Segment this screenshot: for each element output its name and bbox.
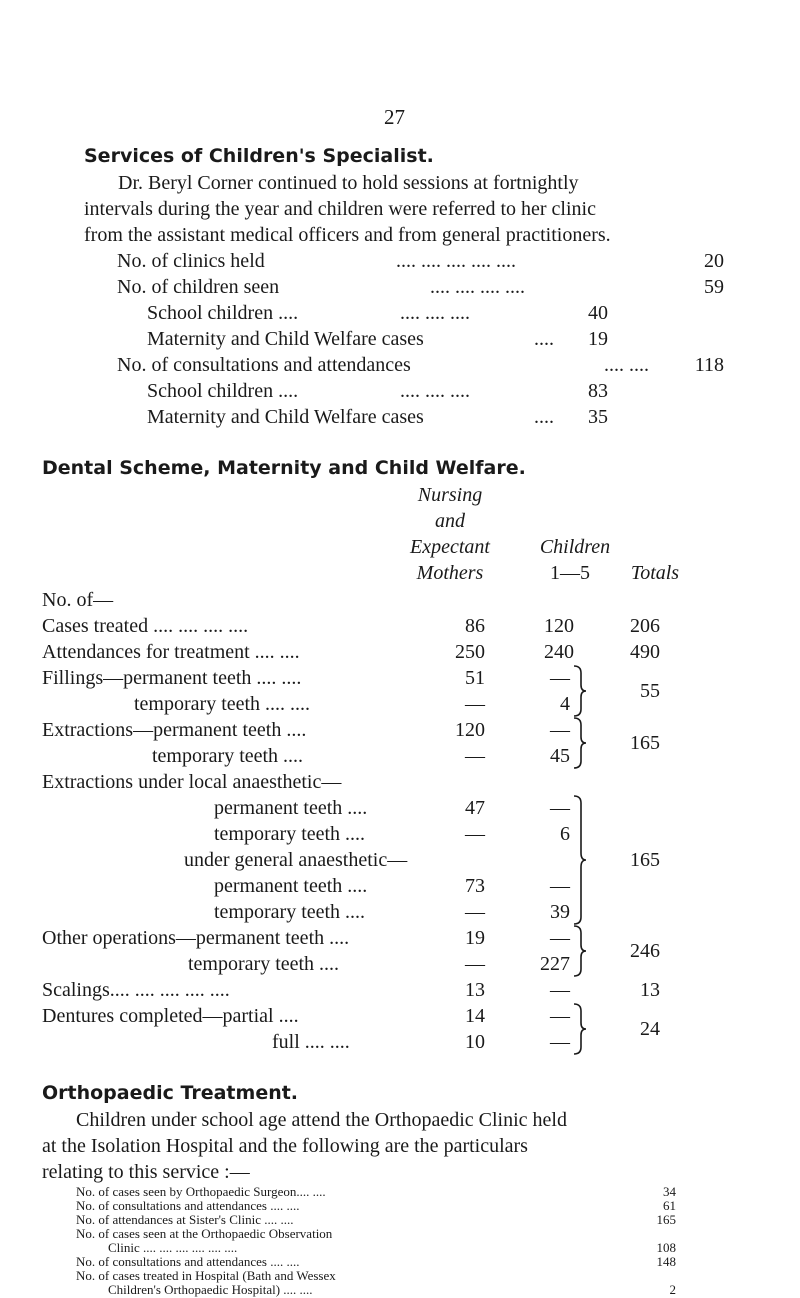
dental-total-value: 206	[630, 615, 660, 637]
dental-children-value: —	[550, 719, 570, 741]
specialist-heading: Services of Children's Specialist.	[84, 145, 434, 167]
dental-mothers-value: —	[465, 953, 485, 975]
dental-children-value: —	[550, 1005, 570, 1027]
group-total: 55	[640, 680, 660, 702]
dental-total-value: 13	[640, 979, 660, 1001]
dental-row-label: Extractions—permanent teeth ....	[42, 719, 307, 741]
leader-dots: .... ....	[604, 354, 649, 376]
dental-children-value: —	[550, 875, 570, 897]
group-brace	[572, 793, 588, 927]
dental-mothers-value: 19	[465, 927, 485, 949]
specialist-row-total: 118	[694, 354, 724, 376]
ortho-row-value: 34	[663, 1184, 676, 1199]
dental-children-value: 240	[544, 641, 574, 663]
dental-mothers-value: 51	[465, 667, 485, 689]
group-brace	[572, 923, 588, 979]
specialist-row-sub: 35	[588, 406, 608, 428]
dental-mothers-value: 10	[465, 1031, 485, 1053]
dental-children-value: —	[550, 927, 570, 949]
dental-row-label: Dentures completed—partial ....	[42, 1005, 299, 1027]
ortho-row-label: No. of cases seen by Orthopaedic Surgeon.... ....	[76, 1184, 326, 1199]
dental-row-label: Other operations—permanent teeth ....	[42, 927, 350, 949]
specialist-row-label: School children ....	[147, 302, 299, 324]
specialist-row-total: 59	[704, 276, 724, 298]
ortho-row-label: No. of consultations and attendances .... ....	[76, 1254, 300, 1269]
group-total: 24	[640, 1018, 660, 1040]
dental-row-label: temporary teeth ....	[152, 745, 304, 767]
dental-row-label: temporary teeth .... ....	[134, 693, 311, 715]
dental-mothers-value: 120	[455, 719, 485, 741]
ortho-row-value: 2	[669, 1282, 676, 1297]
specialist-para-line: intervals during the year and children were referred to her clinic	[84, 198, 596, 220]
leader-dots: .... .... .... .... ....	[396, 250, 516, 272]
ortho-row-label: No. of attendances at Sister's Clinic .... ....	[76, 1212, 294, 1227]
ortho-row-value: 165	[656, 1212, 676, 1227]
ortho-para-line: Children under school age attend the Orthopaedic Clinic held	[76, 1109, 567, 1131]
specialist-para-line: Dr. Beryl Corner continued to hold sessions at fortnightly	[118, 172, 579, 194]
dental-children-value: 227	[540, 953, 570, 975]
specialist-row-total: 20	[704, 250, 724, 272]
dental-children-value: 120	[544, 615, 574, 637]
dental-row-label: permanent teeth ....	[214, 797, 368, 819]
ortho-row-value: 108	[656, 1240, 676, 1255]
dental-mothers-value: 86	[465, 615, 485, 637]
group-brace	[572, 1001, 588, 1057]
dental-children-value: —	[550, 667, 570, 689]
ortho-row-value: 61	[663, 1198, 676, 1213]
ortho-row-label: Clinic .... .... .... .... .... ....	[108, 1240, 238, 1255]
dental-children-value: 39	[550, 901, 570, 923]
dental-mothers-value: —	[465, 823, 485, 845]
dental-row-label: permanent teeth ....	[214, 875, 368, 897]
specialist-row-label: Maternity and Child Welfare cases	[147, 406, 424, 428]
dental-children-value: —	[550, 1031, 570, 1053]
group-total: 165	[630, 849, 660, 871]
leader-dots: .... .... ....	[400, 302, 470, 324]
specialist-row-sub: 40	[588, 302, 608, 324]
dental-mothers-value: —	[465, 693, 485, 715]
dental-mothers-value: 73	[465, 875, 485, 897]
leader-dots: .... .... .... ....	[430, 276, 525, 298]
specialist-row-sub: 83	[588, 380, 608, 402]
dental-col-mothers-line: Nursing	[417, 484, 483, 506]
dental-children-value: 4	[560, 693, 570, 715]
dental-row-label: Fillings—permanent teeth .... ....	[42, 667, 302, 689]
ortho-para-line: at the Isolation Hospital and the following are the particulars	[42, 1135, 528, 1157]
ortho-para-line: relating to this service :—	[42, 1161, 250, 1183]
specialist-row-label: No. of consultations and attendances	[117, 354, 411, 376]
dental-children-value: 45	[550, 745, 570, 767]
dental-row-label: Scalings.... .... .... .... ....	[42, 979, 230, 1001]
dental-row-label: temporary teeth ....	[214, 901, 366, 923]
leader-dots: ....	[534, 406, 554, 428]
dental-children-value: 6	[560, 823, 570, 845]
group-total: 246	[630, 940, 660, 962]
dental-col-totals: Totals	[630, 562, 680, 584]
dental-col-children-title: Children	[539, 536, 611, 558]
dental-mothers-value: 13	[465, 979, 485, 1001]
specialist-row-label: No. of clinics held	[117, 250, 265, 272]
dental-row-label: temporary teeth ....	[214, 823, 366, 845]
group-brace	[572, 715, 588, 771]
dental-col-mothers-line: Expectant	[410, 536, 490, 558]
dental-row-label: Extractions under local anaesthetic—	[42, 771, 342, 793]
dental-col-mothers-line: and	[435, 510, 465, 532]
group-total: 165	[630, 732, 660, 754]
dental-mothers-value: 250	[455, 641, 485, 663]
specialist-para-line: from the assistant medical officers and from general practitioners.	[84, 224, 611, 246]
specialist-row-sub: 19	[588, 328, 608, 350]
dental-children-value: —	[550, 797, 570, 819]
specialist-row-label: Maternity and Child Welfare cases	[147, 328, 424, 350]
dental-row-label: full .... ....	[272, 1031, 350, 1053]
dental-mothers-value: 47	[465, 797, 485, 819]
ortho-row-label: No. of consultations and attendances .... ....	[76, 1198, 300, 1213]
ortho-row-label: No. of cases treated in Hospital (Bath and Wessex	[76, 1268, 336, 1283]
dental-mothers-value: —	[465, 745, 485, 767]
ortho-row-label: Children's Orthopaedic Hospital) .... ....	[108, 1282, 313, 1297]
dental-col-mothers-line: Mothers	[416, 562, 484, 584]
dental-row-label: Attendances for treatment .... ....	[42, 641, 300, 663]
dental-mothers-value: —	[465, 901, 485, 923]
dental-row-label: Cases treated .... .... .... ....	[42, 615, 249, 637]
group-brace	[572, 663, 588, 719]
ortho-row-label: No. of cases seen at the Orthopaedic Observation	[76, 1226, 333, 1241]
specialist-row-label: School children ....	[147, 380, 299, 402]
dental-no-of: No. of—	[42, 589, 114, 611]
dental-heading: Dental Scheme, Maternity and Child Welfare.	[42, 457, 526, 479]
page-number: 27	[384, 105, 405, 129]
dental-row-label: temporary teeth ....	[188, 953, 340, 975]
leader-dots: .... .... ....	[400, 380, 470, 402]
ortho-heading: Orthopaedic Treatment.	[42, 1082, 299, 1104]
specialist-row-label: No. of children seen	[117, 276, 280, 298]
ortho-row-value: 148	[656, 1254, 676, 1269]
leader-dots: ....	[534, 328, 554, 350]
dental-total-value: 490	[630, 641, 660, 663]
dental-row-label: under general anaesthetic—	[184, 849, 408, 871]
dental-children-value: —	[550, 979, 570, 1001]
dental-mothers-value: 14	[465, 1005, 485, 1027]
dental-col-children-age: 1—5	[550, 562, 590, 584]
